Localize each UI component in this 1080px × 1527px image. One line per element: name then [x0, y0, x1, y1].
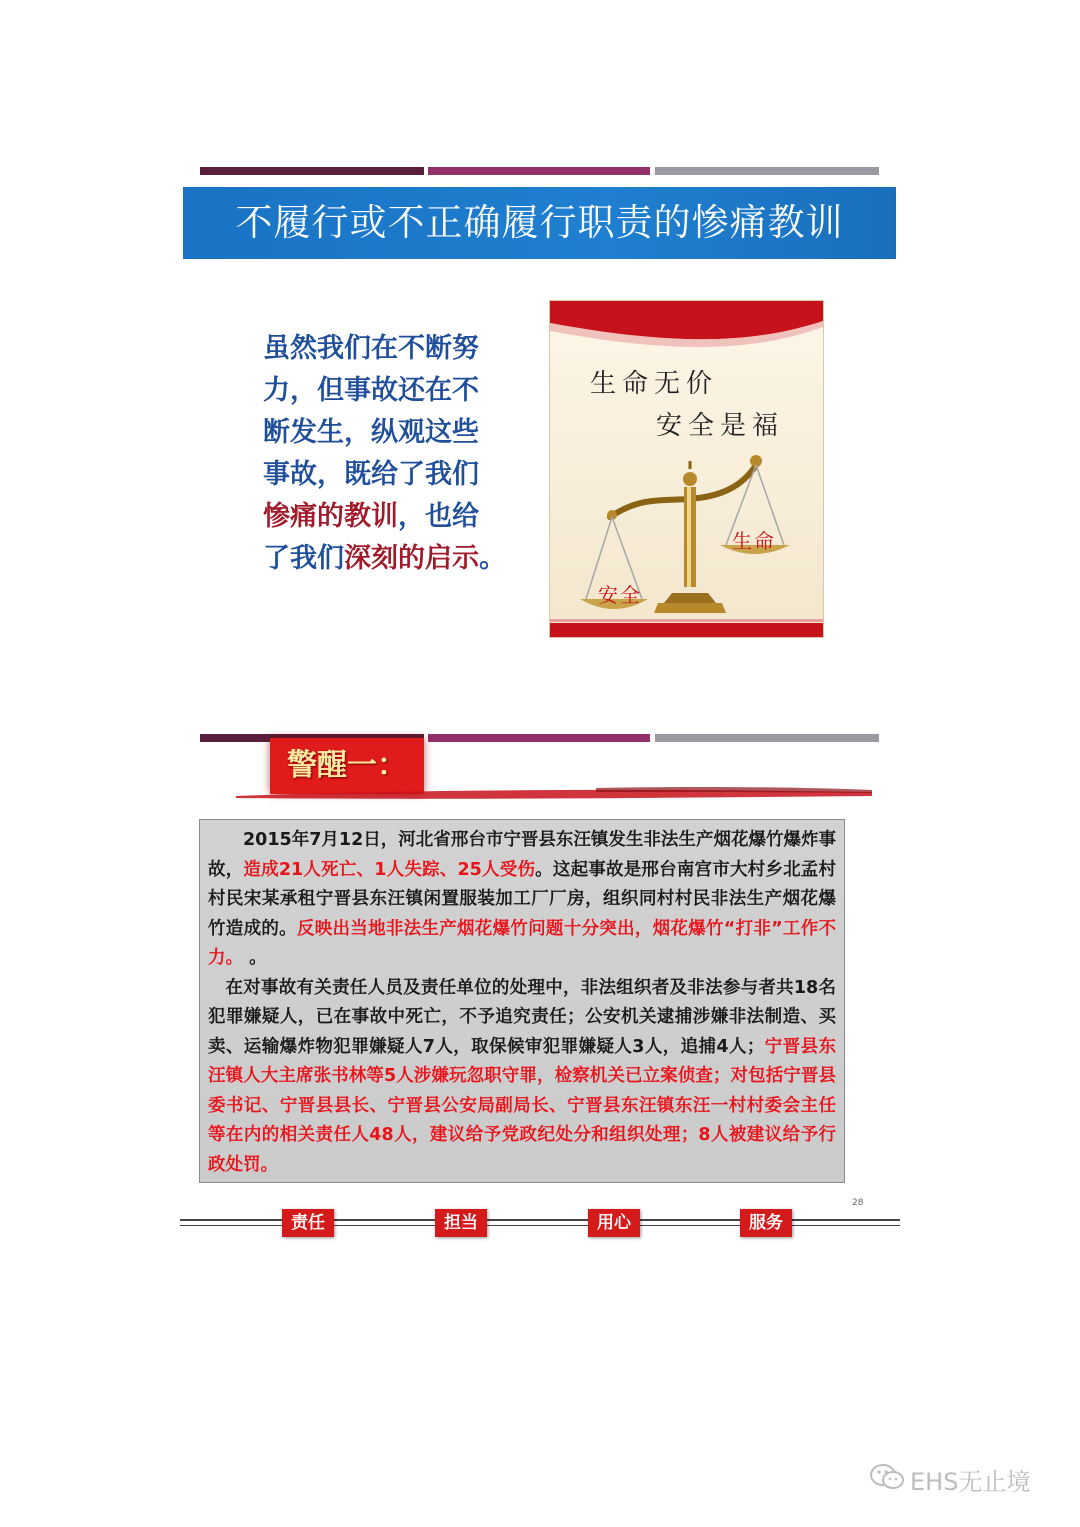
case-highlight: 造成21人死亡、1人失踪、25人受伤	[243, 859, 536, 880]
case-text: 2015年7月12日，河北省邢台市宁晋县东汪镇发生非法生产烟花爆竹爆炸事故，	[208, 830, 836, 880]
case-highlight: 反映出当地非法生产烟花爆竹问题十分突出，烟花爆竹“打非”工作不力。	[208, 918, 836, 968]
divider-bar-gray	[655, 734, 879, 742]
poster-slogan-2: 安全是福	[656, 411, 785, 441]
case-text: 。这起事故是邢台南宫市大村乡北孟村村民宋某承租宁晋县东汪镇闲置服装加工厂厂房，组织同村村民非法生产烟花爆竹造成的。	[208, 859, 837, 939]
intro-text: 事故，既给了我们	[263, 459, 479, 490]
intro-highlight: 惨痛的教训	[263, 501, 398, 532]
intro-line-1	[263, 328, 543, 370]
case-text: 。	[243, 948, 267, 968]
case-highlight: 宁晋县东汪镇人大主席张书林等5人涉嫌玩忽职守罪，检察机关已立案侦查；对包括宁晋县委书记、宁晋县县长、宁晋县公安局副局长、宁晋县东汪镇东汪一村村委会主任等在内的相关责任人48人，建议给予党政纪处分和组织处理；8人被建议给予行政处罚。	[208, 1036, 837, 1175]
intro-line-3	[263, 412, 543, 454]
case-paragraph-2	[208, 974, 836, 1181]
intro-text: ，也给	[398, 501, 479, 532]
divider-bar-gray	[655, 167, 879, 175]
divider-bar-purple	[428, 167, 650, 175]
intro-line-6	[263, 538, 543, 580]
intro-text: 了我们	[263, 543, 344, 574]
intro-text: 虽然我们在不断努	[263, 333, 479, 364]
divider-bar-purple	[428, 734, 650, 742]
divider-bar-dark	[200, 167, 424, 175]
case-paragraph-1	[208, 826, 836, 974]
page-title: 不履行或不正确履行职责的惨痛教训	[235, 201, 844, 244]
intro-text: 。	[479, 543, 506, 574]
watermark-text: EHS无止境	[910, 1468, 1031, 1496]
safety-poster	[549, 300, 824, 638]
intro-text: 力，但事故还在不	[263, 375, 479, 406]
intro-text: 断发生，纵观这些	[263, 417, 479, 448]
brush-stroke	[236, 784, 872, 804]
watermark	[870, 1462, 1030, 1497]
title-banner	[183, 187, 896, 259]
poster-slogan-1: 生命无价	[590, 369, 719, 399]
left-pan-label: 安全	[598, 583, 642, 607]
footer-tag-responsibility: 责任	[282, 1209, 334, 1237]
page-number: 28	[852, 1198, 864, 1208]
intro-line-5	[263, 496, 543, 538]
poster-art	[550, 301, 823, 637]
wechat-icon	[870, 1463, 904, 1497]
footer-tag-dedication: 用心	[588, 1209, 640, 1237]
intro-highlight: 深刻的启示	[344, 543, 479, 574]
right-pan-label: 生命	[732, 529, 776, 553]
footer-tag-service: 服务	[740, 1209, 792, 1237]
footer-tag-commitment: 担当	[435, 1209, 487, 1237]
case-description-box	[199, 819, 845, 1183]
case-text: 在对事故有关责任人员及责任单位的处理中，非法组织者及非法参与者共18名犯罪嫌疑人，已在事故中死亡，不予追究责任；公安机关逮捕涉嫌非法制造、买卖、运输爆炸物犯罪嫌疑人7人，取保候审犯罪嫌疑人3人，追捕4人；	[208, 977, 836, 1057]
intro-line-2	[263, 370, 543, 412]
warning-label: 警醒一：	[287, 748, 407, 783]
intro-line-4	[263, 454, 543, 496]
